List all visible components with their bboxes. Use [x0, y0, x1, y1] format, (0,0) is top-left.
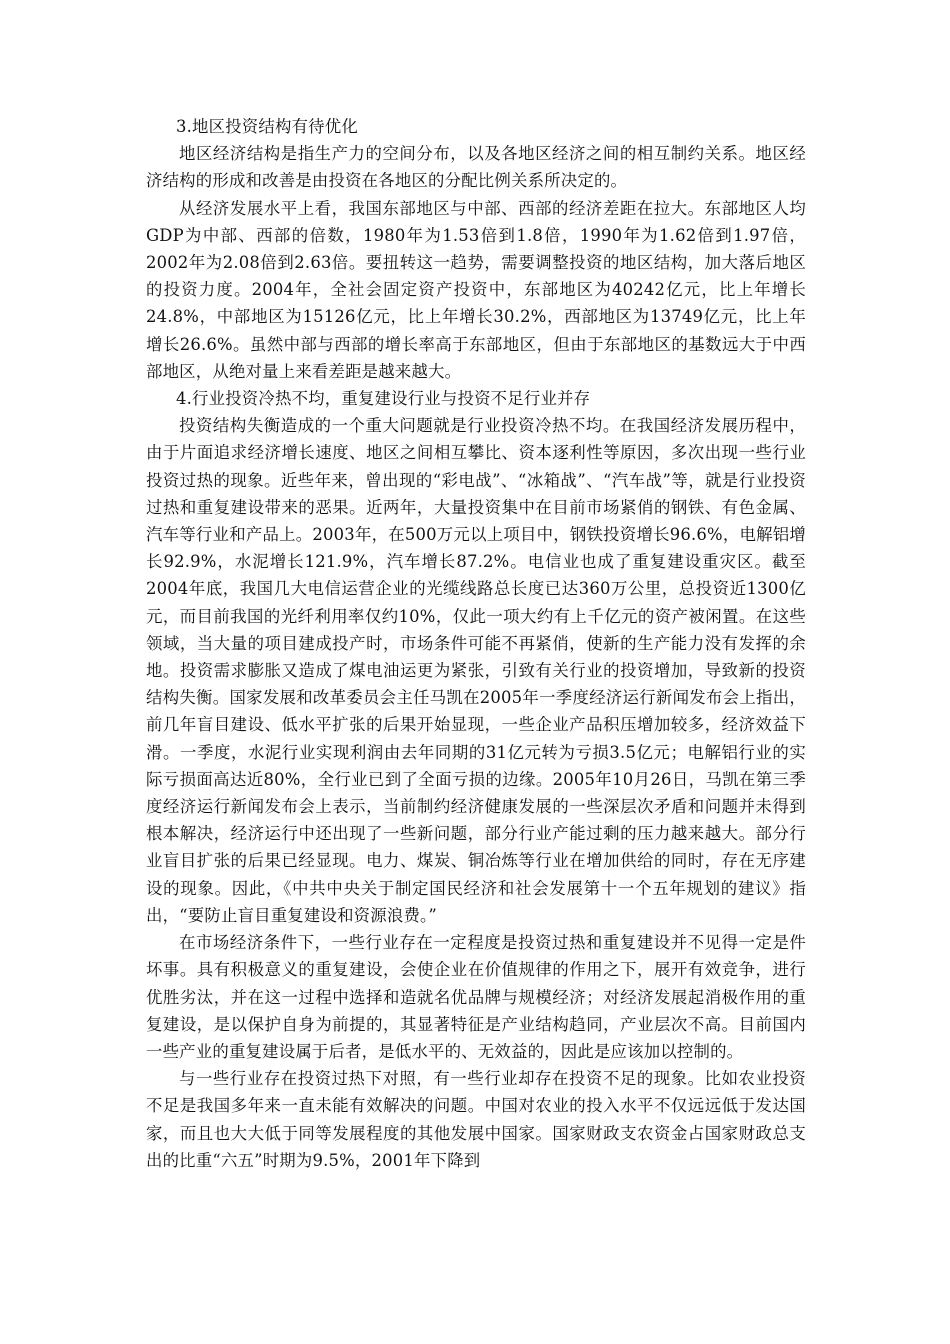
paragraph-market-economy-duplication: 在市场经济条件下，一些行业存在一定程度是投资过热和重复建设并不见得一定是件坏事。具有积极意义的重复建设，会使企业在价值规律的作用之下，展开有效竞争，进行优胜劣汰，并在这一过程中选择和造就名优品牌与规模经济；对经济发展起消极作用的重复建设，是以保护自身为前提的，其显著特征是产业结构趋同，产业层次不高。目前国内一些产业的重复建设属于后者，是低水平的、无效益的，因此是应该加以控制的。 [146, 933, 806, 1061]
document-page [146, 113, 806, 1174]
paragraph-regional-structure-definition: 地区经济结构是指生产力的空间分布，以及各地区经济之间的相互制约关系。地区经济结构的形成和改善是由投资在各地区的分配比例关系所决定的。 [146, 144, 806, 191]
section-heading-industry-investment: 4.行业投资冷热不均，重复建设行业与投资不足行业并存 [176, 389, 591, 409]
paragraph-industry-imbalance: 投资结构失衡造成的一个重大问题就是行业投资冷热不均。在我国经济发展历程中，由于片面追求经济增长速度、地区之间相互攀比、资本逐利性等原因，多次出现一些行业投资过热的现象。近些年来，曾出现的“彩电战”、“冰箱战”、“汽车战”等，就是行业投资过热和重复建设带来的恶果。近两年，大量投资集中在目前市场紧俏的钢铁、有色金属、汽车等行业和产品上。2003年，在500万元以上项目中，钢铁投资增长96.6%，电解铝增长92.9%，水泥增长121.9%，汽车增长87.2%。电信业也成了重复建设重灾区。截至2004年底，我国几大电信运营企业的光缆线路总长度已达360万公里，总投资近1300亿元，而目前我国的光纤利用率仅约10%，仅此一项大约有上千亿元的资产被闲置。在这些领域，当大量的项目建成投产时，市场条件可能不再紧俏，使新的生产能力没有发挥的余地。投资需求膨胀又造成了煤电油运更为紧张，引致有关行业的投资增加，导致新的投资结构失衡。国家发展和改革委员会主任马凯在2005年一季度经济运行新闻发布会上指出，前几年盲目建设、低水平扩张的后果开始显现，一些企业产品积压增加较多，经济效益下滑。一季度，水泥行业实现利润由去年同期的31亿元转为亏损3.5亿元；电解铝行业的实际亏损面高达近80%，全行业已到了全面亏损的边缘。2005年10月26日，马凯在第三季度经济运行新闻发布会上表示，当前制约经济健康发展的一些深层次矛盾和问题并未得到根本解决，经济运行中还出现了一些新问题，部分行业产能过剩的压力越来越大。部分行业盲目扩张的后果已经显现。电力、煤炭、铜冶炼等行业在增加供给的同时，存在无序建设的现象。因此，《中共中央关于制定国民经济和社会发展第十一个五年规划的建议》指出，“要防止盲目重复建设和资源浪费。” [146, 416, 806, 925]
paragraph-agriculture-underinvestment: 与一些行业存在投资过热下对照，有一些行业却存在投资不足的现象。比如农业投资不足是我国多年来一直未能有效解决的问题。中国对农业的投入水平不仅远远低于发达国家，而且也大大低于同等发展程度的其他发展中国家。国家财政支农资金占国家财政总支出的比重“六五”时期为9.5%，2001年下降到 [146, 1069, 806, 1170]
section-heading-regional-investment: 3.地区投资结构有待优化 [176, 117, 358, 136]
paragraph-regional-gap: 从经济发展水平上看，我国东部地区与中部、西部的经济差距在拉大。东部地区人均GDP为中部、西部的倍数，1980年为1.53倍到1.8倍，1990年为1.62倍到1.97倍，2002年为2.08倍到2.63倍。要扭转这一趋势，需要调整投资的地区结构，加大落后地区的投资力度。2004年，全社会固定资产投资中，东部地区为40242亿元，比上年增长24.8%，中部地区为15126亿元，比上年增长30.2%，西部地区为13749亿元，比上年增长26.6%。虽然中部与西部的增长率高于东部地区，但由于东部地区的基数远大于中西部地区，从绝对量上来看差距是越来越大。 [146, 198, 806, 381]
